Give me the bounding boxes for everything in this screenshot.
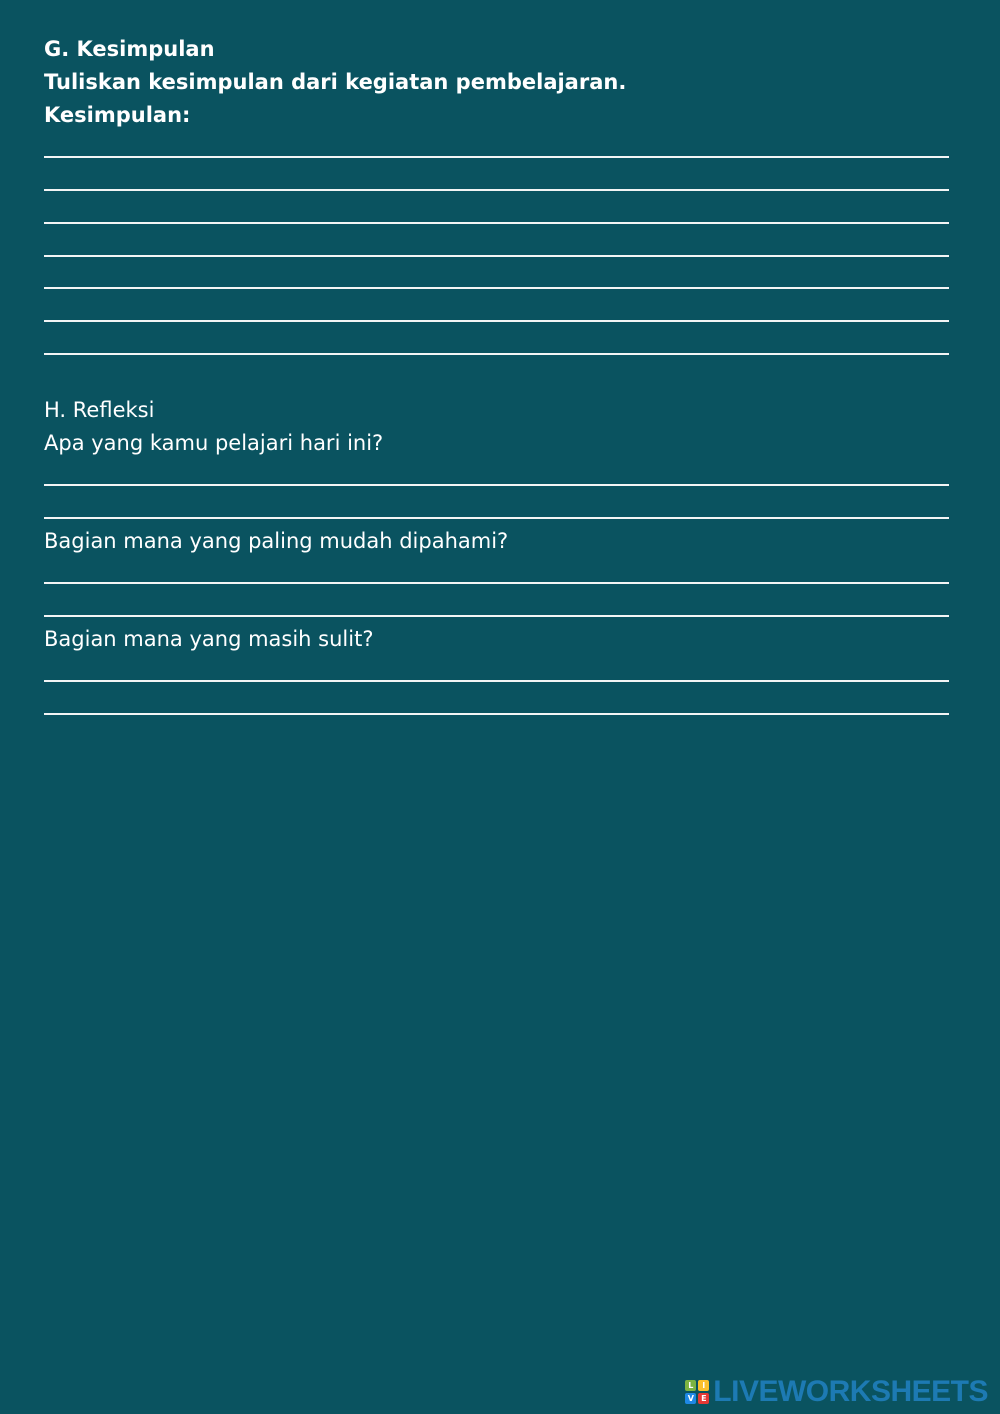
answer-line-q1-2[interactable] xyxy=(44,517,949,519)
liveworksheets-logo-icon xyxy=(685,1380,709,1404)
reflection-question-2: Bagian mana yang paling mudah dipahami? xyxy=(44,529,509,553)
answer-line-q3-1[interactable] xyxy=(44,680,949,682)
liveworksheets-logo-text: LIVEWORKSHEETS xyxy=(713,1375,988,1408)
logo-letter-v: V xyxy=(685,1393,696,1404)
answer-line-q1-1[interactable] xyxy=(44,484,949,486)
answer-line-conclusion-1[interactable] xyxy=(44,156,949,158)
liveworksheets-logo[interactable] xyxy=(685,1375,988,1408)
answer-line-conclusion-4[interactable] xyxy=(44,255,949,257)
logo-letter-e: E xyxy=(698,1393,709,1404)
section-g-instruction: Tuliskan kesimpulan dari kegiatan pembelajaran. xyxy=(44,70,627,94)
answer-line-q3-2[interactable] xyxy=(44,713,949,715)
section-g-label: Kesimpulan: xyxy=(44,103,191,127)
logo-letter-l: L xyxy=(685,1380,696,1391)
section-h-heading: H. Refleksi xyxy=(44,398,155,422)
answer-line-conclusion-5[interactable] xyxy=(44,287,949,289)
logo-letter-i: I xyxy=(698,1380,709,1391)
section-g-heading: G. Kesimpulan xyxy=(44,37,215,61)
reflection-question-3: Bagian mana yang masih sulit? xyxy=(44,627,374,651)
answer-line-conclusion-7[interactable] xyxy=(44,353,949,355)
answer-line-conclusion-3[interactable] xyxy=(44,222,949,224)
answer-line-conclusion-2[interactable] xyxy=(44,189,949,191)
answer-line-q2-1[interactable] xyxy=(44,582,949,584)
reflection-question-1: Apa yang kamu pelajari hari ini? xyxy=(44,431,384,455)
answer-line-q2-2[interactable] xyxy=(44,615,949,617)
answer-line-conclusion-6[interactable] xyxy=(44,320,949,322)
